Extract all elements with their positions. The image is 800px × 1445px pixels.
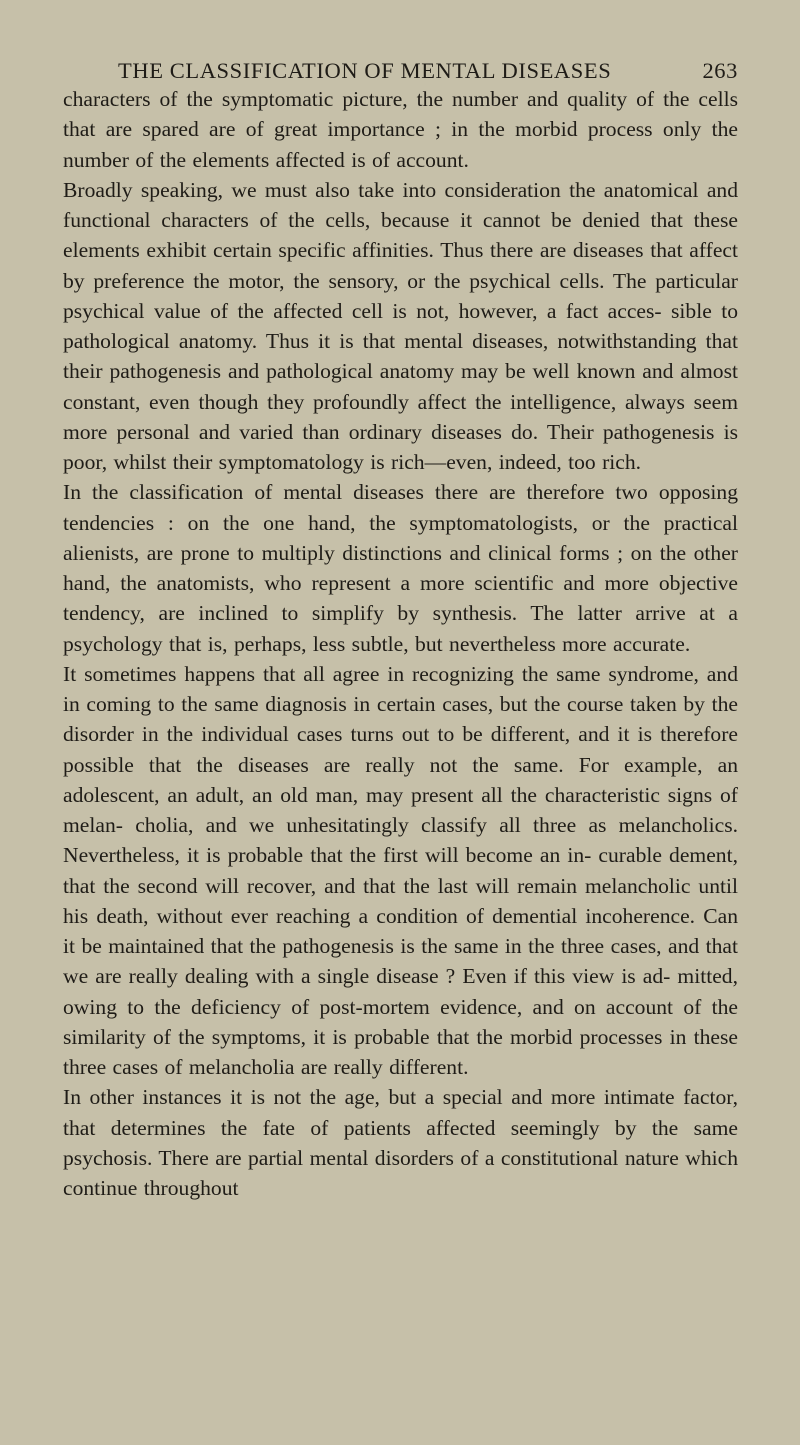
- body-text: [63, 84, 738, 1203]
- paragraph-2: Broadly speaking, we must also take into consideration the anatomical and functional characters of the cells, because it cannot be denied that these elements exhibit certain specific affinities. Thus there are diseases that affect by preference the motor, the sensory, or the psychical cells. The particular psychical value of the affected cell is not, however, a fact acces- sible to pathological anatomy. Thus it is that mental diseases, notwithstanding that their pathogenesis and pathological anatomy may be well known and almost constant, even though they profoundly affect the intelligence, always seem more personal and varied than ordinary diseases do. Their pathogenesis is poor, whilst their symptomatology is rich—even, indeed, too rich.: [63, 177, 738, 474]
- paragraph-5: In other instances it is not the age, but a special and more intimate factor, that determines the fate of patients affected seemingly by the same psychosis. There are partial mental disorders of a constitutional nature which continue throughout: [63, 1085, 738, 1200]
- paragraph-4: It sometimes happens that all agree in recognizing the same syndrome, and in coming to the same diagnosis in certain cases, but the course taken by the disorder in the individual cases turns out to be different, and it is therefore possible that the diseases are really not the same. For example, an adolescent, an adult, an old man, may present all the characteristic signs of melan- cholia, and we unhesitatingly classify all three as melancholics. Nevertheless, it is probable that the first will become an in- curable dement, that the second will recover, and that the last will remain melancholic until his death, without ever reaching a condition of demential incoherence. Can it be maintained that the pathogenesis is the same in the three cases, and that we are really dealing with a single disease ? Even if this view is ad- mitted, owing to the deficiency of post-mortem evidence, and on account of the similarity of the symptoms, it is probable that the morbid processes in these three cases of melancholia are really different.: [63, 661, 738, 1079]
- running-head-title: THE CLASSIFICATION OF MENTAL DISEASES: [118, 58, 612, 83]
- page-number: 263: [702, 58, 738, 83]
- paragraph-1: characters of the symptomatic picture, the number and quality of the cells that are spared are of great importance ; in the morbid process only the number of the elements affected is of account.: [63, 87, 738, 172]
- paragraph-3: In the classification of mental diseases there are therefore two opposing tendencies : on the one hand, the symptomatologists, or the practical alienists, are prone to multiply distinctions and clinical forms ; on the other hand, the anatomists, who represent a more scientific and more objective tendency, are inclined to simplify by synthesis. The latter arrive at a psychology that is, perhaps, less subtle, but nevertheless more accurate.: [63, 480, 738, 656]
